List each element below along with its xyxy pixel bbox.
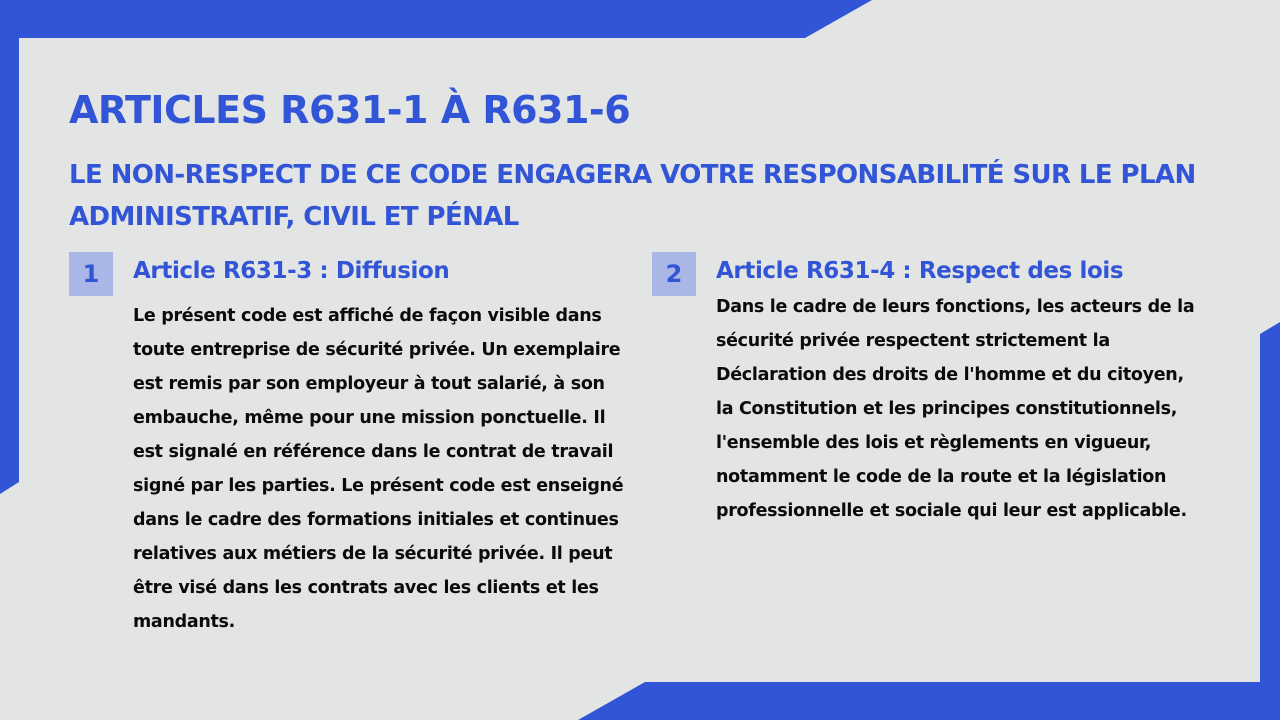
article-number-badge-2: 2 bbox=[652, 252, 696, 296]
article-body-2: Dans le cadre de leurs fonctions, les acteurs de la sécurité privée respectent strictement la Déclaration des droits de l'homme et du citoyen, la Constitution et les principes constitutionnels, l'ensemble des lois et règlements en vigueur, notamment le code de la route et la législation professionnelle et sociale qui leur est applicable. bbox=[716, 297, 1195, 521]
page-subtitle: LE NON-RESPECT DE CE CODE ENGAGERA VOTRE RESPONSABILITÉ SUR LE PLAN ADMINISTRATIF, CIVIL ET PÉNAL bbox=[69, 160, 1196, 232]
article-number-badge-1: 1 bbox=[69, 252, 113, 296]
page-title: ARTICLES R631-1 À R631-6 bbox=[69, 88, 631, 132]
article-heading-1: Article R631-3 : Diffusion bbox=[133, 258, 450, 284]
article-body-1: Le présent code est affiché de façon visible dans toute entreprise de sécurité privée. Un exemplaire est remis par son employeur à tout salarié, à son embauche, même pour une mission ponctuelle. Il est signalé en référence dans le contrat de travail signé par les parties. Le présent code est enseigné dans le cadre des formations initiales et continues relatives aux métiers de la sécurité privée. Il peut être visé dans les contrats avec les clients et les mandants. bbox=[133, 306, 624, 632]
article-heading-2: Article R631-4 : Respect des lois bbox=[716, 258, 1124, 284]
